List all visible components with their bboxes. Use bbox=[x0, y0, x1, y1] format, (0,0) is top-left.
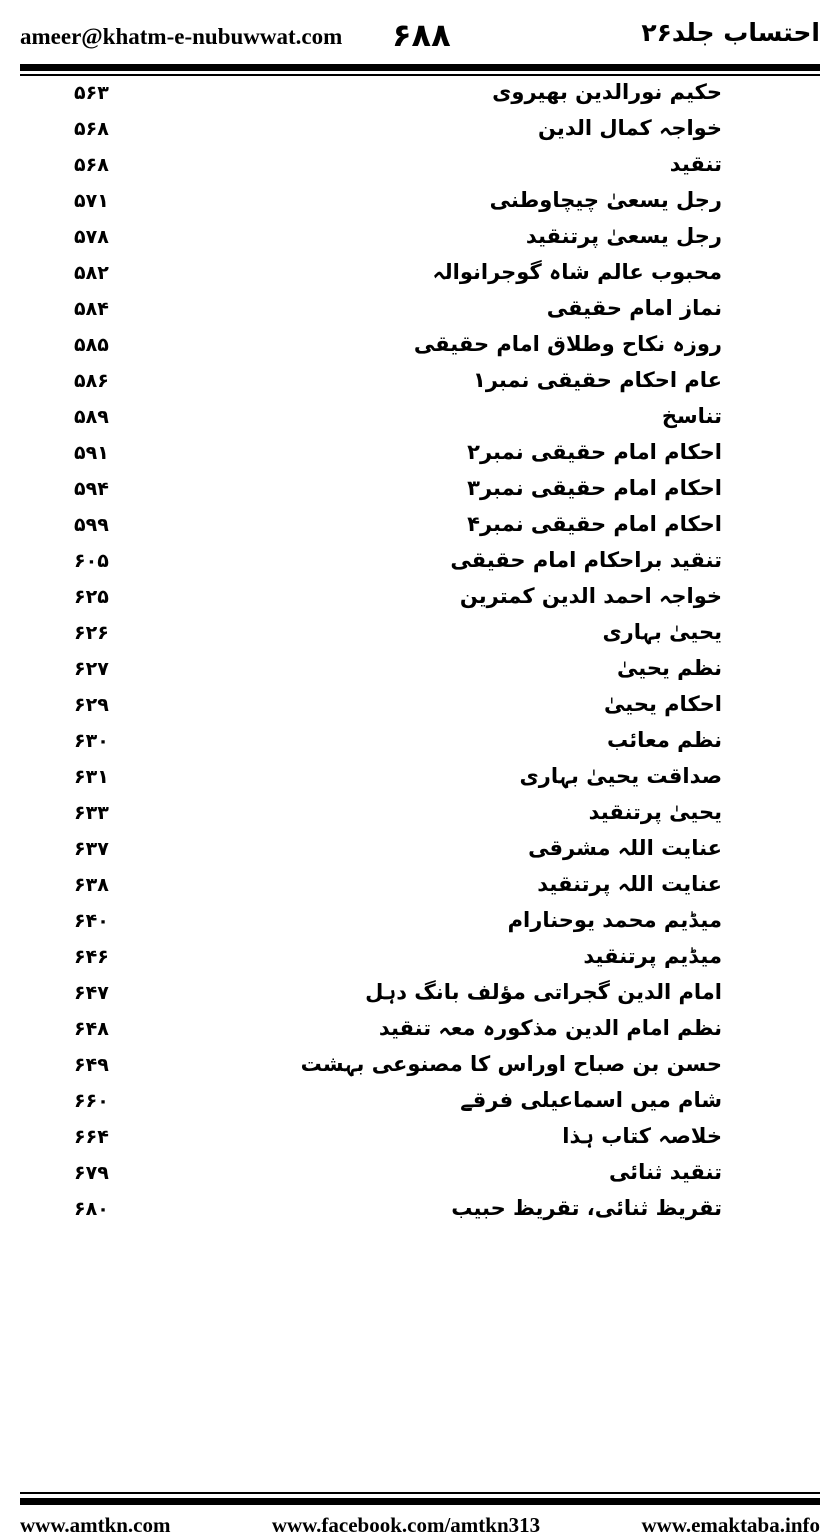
toc-entry bbox=[60, 798, 722, 834]
toc-entry-title: احکام امام حقیقی نمبر۳ bbox=[467, 476, 722, 500]
toc-entry-page: ۵۸۵ bbox=[74, 334, 109, 356]
toc-entry bbox=[60, 510, 722, 546]
toc-entry-title: احکام یحییٰ bbox=[604, 692, 722, 716]
toc-entry-title: خلاصہ کتاب ہذا bbox=[562, 1124, 722, 1148]
toc-entry-page: ۶۳۸ bbox=[74, 874, 109, 896]
toc-entry-page: ۵۸۲ bbox=[74, 262, 109, 284]
toc-entry bbox=[60, 366, 722, 402]
toc-entry bbox=[60, 618, 722, 654]
toc-entry-title: یحییٰ بہاری bbox=[602, 620, 722, 644]
toc-entry-page: ۶۸۰ bbox=[74, 1198, 109, 1220]
toc-entry-page: ۵۶۸ bbox=[74, 154, 109, 176]
toc-entry-page: ۶۰۵ bbox=[74, 550, 109, 572]
toc-entry-title: تنقید bbox=[669, 152, 722, 176]
toc-entry-title: رجل یسعیٰ پرتنقید bbox=[525, 224, 722, 248]
toc-entry-page: ۶۶۴ bbox=[74, 1126, 109, 1148]
toc-entry-title: روزہ نکاح وطلاق امام حقیقی bbox=[413, 332, 722, 356]
toc-entry-page: ۶۲۹ bbox=[74, 694, 109, 716]
header-email: ameer@khatm-e-nubuwwat.com bbox=[20, 24, 343, 49]
footer-link-amtkn[interactable]: www.amtkn.com bbox=[20, 1512, 171, 1537]
toc-entry bbox=[60, 474, 722, 510]
header-rule-thin bbox=[20, 74, 820, 76]
toc-entry-title: نماز امام حقیقی bbox=[546, 296, 722, 320]
footer-rule-thin bbox=[20, 1492, 820, 1494]
toc-entry-page: ۵۹۹ bbox=[74, 514, 109, 536]
toc-entry-page: ۵۸۹ bbox=[74, 406, 109, 428]
toc-entry bbox=[60, 78, 722, 114]
toc-entry-page: ۶۴۰ bbox=[74, 910, 109, 932]
toc-entry bbox=[60, 546, 722, 582]
toc-entry-page: ۶۴۸ bbox=[74, 1018, 109, 1040]
toc-entry bbox=[60, 222, 722, 258]
toc-entry bbox=[60, 438, 722, 474]
toc-entry-title: عنایت اللہ پرتنقید bbox=[537, 872, 722, 896]
book-title: احتساب جلد۲۶ bbox=[641, 18, 820, 47]
toc-entry-page: ۵۶۳ bbox=[74, 82, 109, 104]
toc-entry bbox=[60, 942, 722, 978]
toc-entry-page: ۶۴۷ bbox=[74, 982, 109, 1004]
toc-entry-title: یحییٰ پرتنقید bbox=[588, 800, 722, 824]
footer-link-emaktaba[interactable]: www.emaktaba.info bbox=[641, 1512, 820, 1537]
toc-entry bbox=[60, 294, 722, 330]
toc-entry-title: عنایت اللہ مشرقی bbox=[528, 836, 722, 860]
toc-entry bbox=[60, 762, 722, 798]
toc-entry bbox=[60, 1158, 722, 1194]
footer-rule-thick bbox=[20, 1498, 820, 1505]
toc-entry bbox=[60, 402, 722, 438]
toc-entry bbox=[60, 150, 722, 186]
page-number: ۶۸۸ bbox=[392, 16, 451, 54]
footer-link-facebook[interactable]: www.facebook.com/amtkn313 bbox=[271, 1512, 541, 1537]
toc-entry-page: ۵۹۱ bbox=[74, 442, 109, 464]
toc-entry-page: ۶۳۱ bbox=[74, 766, 109, 788]
toc-entry-title: میڈیم پرتنقید bbox=[583, 944, 722, 968]
toc-entry-page: ۶۳۷ bbox=[74, 838, 109, 860]
toc-entry bbox=[60, 186, 722, 222]
toc-entry-title: خواجہ کمال الدین bbox=[538, 116, 722, 140]
toc-entry-page: ۵۸۶ bbox=[74, 370, 109, 392]
toc-entry bbox=[60, 1122, 722, 1158]
toc-entry bbox=[60, 330, 722, 366]
toc-entry bbox=[60, 582, 722, 618]
toc-entry-page: ۶۲۷ bbox=[74, 658, 109, 680]
toc-entry-page: ۵۹۴ bbox=[74, 478, 109, 500]
toc-entry-page: ۶۷۹ bbox=[74, 1162, 109, 1184]
toc-entry bbox=[60, 1050, 722, 1086]
table-of-contents bbox=[60, 78, 722, 1230]
toc-entry-title: تقریظ ثنائی، تقریظ حبیب bbox=[451, 1196, 722, 1220]
toc-entry-title: حسن بن صباح اوراس کا مصنوعی بہشت bbox=[300, 1052, 722, 1076]
toc-entry-page: ۶۴۹ bbox=[74, 1054, 109, 1076]
toc-entry-title: امام الدین گجراتی مؤلف بانگ دہل bbox=[365, 980, 722, 1004]
toc-entry-title: نظم امام الدین مذکورہ معہ تنقید bbox=[378, 1016, 722, 1040]
toc-entry-title: تنقید ثنائی bbox=[608, 1160, 722, 1184]
toc-entry-page: ۶۳۰ bbox=[74, 730, 109, 752]
page-footer bbox=[20, 1510, 820, 1540]
toc-entry bbox=[60, 906, 722, 942]
toc-entry-page: ۵۸۴ bbox=[74, 298, 109, 320]
page-header bbox=[20, 14, 820, 54]
toc-entry-title: صداقت یحییٰ بہاری bbox=[519, 764, 722, 788]
header-rule-thick bbox=[20, 64, 820, 71]
toc-entry bbox=[60, 726, 722, 762]
toc-entry-title: تنقید براحکام امام حقیقی bbox=[450, 548, 722, 572]
toc-entry-title: شام میں اسماعیلی فرقے bbox=[460, 1088, 722, 1112]
toc-entry bbox=[60, 654, 722, 690]
toc-entry-title: خواجہ احمد الدین کمترین bbox=[459, 584, 722, 608]
toc-entry bbox=[60, 690, 722, 726]
toc-entry-page: ۶۶۰ bbox=[74, 1090, 109, 1112]
toc-entry-page: ۶۴۶ bbox=[74, 946, 109, 968]
toc-entry-page: ۶۳۳ bbox=[74, 802, 109, 824]
toc-entry-title: حکیم نورالدین بھیروی bbox=[492, 80, 722, 104]
toc-entry bbox=[60, 834, 722, 870]
toc-entry bbox=[60, 1194, 722, 1230]
toc-entry-title: میڈیم محمد یوحنارام bbox=[507, 908, 722, 932]
toc-entry-page: ۶۲۵ bbox=[74, 586, 109, 608]
toc-entry-title: نظم معائب bbox=[607, 728, 722, 752]
toc-entry bbox=[60, 1014, 722, 1050]
toc-entry-title: نظم یحییٰ bbox=[617, 656, 722, 680]
toc-entry-page: ۵۶۸ bbox=[74, 118, 109, 140]
toc-entry bbox=[60, 1086, 722, 1122]
toc-entry-title: احکام امام حقیقی نمبر۲ bbox=[467, 440, 722, 464]
toc-entry-title: تناسخ bbox=[661, 404, 722, 428]
toc-entry-title: احکام امام حقیقی نمبر۴ bbox=[467, 512, 722, 536]
toc-entry bbox=[60, 114, 722, 150]
toc-entry bbox=[60, 258, 722, 294]
toc-entry-page: ۵۷۱ bbox=[74, 190, 109, 212]
toc-entry-page: ۶۲۶ bbox=[74, 622, 109, 644]
toc-entry-title: رجل یسعیٰ چیچاوطنی bbox=[489, 188, 722, 212]
toc-entry bbox=[60, 978, 722, 1014]
toc-entry-title: محبوب عالم شاہ گوجرانوالہ bbox=[432, 260, 722, 284]
toc-entry-title: عام احکام حقیقی نمبر۱ bbox=[473, 368, 722, 392]
toc-entry-page: ۵۷۸ bbox=[74, 226, 109, 248]
toc-entry bbox=[60, 870, 722, 906]
